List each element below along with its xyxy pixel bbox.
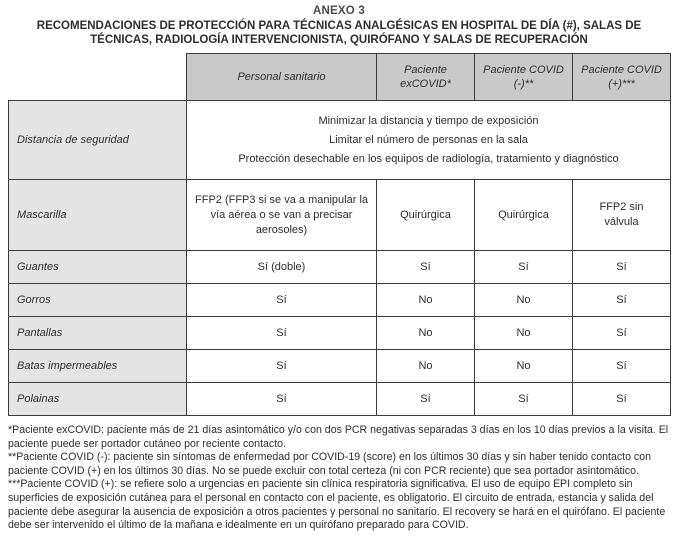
header-row [9,54,671,101]
cell-polainas-excovid: Sí [377,383,475,416]
table-row-pantallas [9,317,671,350]
cell-pantallas-covid-neg: No [475,317,573,350]
cell-polainas-covid-neg: Sí [475,383,573,416]
table-row-gorros [9,284,671,317]
cell-batas-covid-pos: Sí [573,350,671,383]
cell-gorros-personal: Sí [187,284,377,317]
cell-mascarilla-covid-neg: Quirúrgica [475,180,573,251]
footnote-paciente-excovid: *Paciente exCOVID: paciente más de 21 días asintomático y/o con dos PCR negativas separadas 3 días en los 10 días previos a la visita. El paciente puede ser portador cutáneo por reciente contacto. [8,424,669,450]
cell-pantallas-covid-pos: Sí [573,317,671,350]
cell-pantallas-personal: Sí [187,317,377,350]
cell-guantes-excovid: Sí [377,251,475,284]
cell-batas-personal: Sí [187,350,377,383]
cell-pantallas-excovid: No [377,317,475,350]
cell-guantes-personal: Sí (doble) [187,251,377,284]
cell-guantes-covid-pos: Sí [573,251,671,284]
table-row-distancia-de-seguridad [9,101,671,180]
cell-polainas-personal: Sí [187,383,377,416]
cell-polainas-covid-pos: Sí [573,383,671,416]
footnote-paciente-covid-positivo: ***Paciente COVID (+): se refiere solo a urgencias en paciente sin clínica respiratoria significativa. El uso de equipo EPI completo sin superficies de exposición cutánea para el personal en contacto con el paciente, es obligatorio. El circuito de entrada, estancia y salida del paciente debe asegurar la ausencia de exposición a otros pacientes y personal no sanitario. El recovery se hará en el quirófano. El paciente debe ser intervenido el último de la mañana e idealmente en un quirófano preparado para COVID. [8,478,666,532]
table-row-guantes [9,251,671,284]
cell-guantes-covid-neg: Sí [475,251,573,284]
row-label-gorros: Gorros [9,284,187,317]
cell-gorros-excovid: No [377,284,475,317]
cell-mascarilla-covid-pos: FFP2 sin válvula [573,180,671,251]
merged-cell-distancia [187,101,671,180]
table-row-polainas [9,383,671,416]
cell-mascarilla-personal: FFP2 (FFP3 si se va a manipular la vía aérea o se van a precisar aerosoles) [187,180,377,251]
page-subtitle: RECOMENDACIONES DE PROTECCIÓN PARA TÉCNICAS ANALGÉSICAS EN HOSPITAL DE DÍA (#), SALAS DE TÉCNICAS, RADIOLOGÍA INTERVENCIONISTA, QUIRÓFANO Y SALAS DE RECUPERACIÓN [36,20,642,46]
row-label-pantallas: Pantallas [9,317,187,350]
table-row-mascarilla [9,180,671,251]
recommendations-table [8,53,671,416]
row-label-batas-impermeables: Batas impermeables [9,350,187,383]
page-title: ANEXO 3 [313,5,365,17]
row-label-distancia-de-seguridad: Distancia de seguridad [9,101,187,180]
cell-gorros-covid-pos: Sí [573,284,671,317]
corner-cell [9,54,187,101]
column-header-paciente-covid-negativo: Paciente COVID (-)** [475,54,573,101]
cell-batas-excovid: No [377,350,475,383]
column-header-personal-sanitario: Personal sanitario [187,54,377,101]
row-label-polainas: Polainas [9,383,187,416]
cell-batas-covid-neg: No [475,350,573,383]
cell-gorros-covid-neg: No [475,284,573,317]
merged-cell-line: Limitar el número de personas en la sala [329,133,528,146]
column-header-paciente-excovid: Paciente exCOVID* [377,54,475,101]
row-label-guantes: Guantes [9,251,187,284]
merged-cell-line: Minimizar la distancia y tiempo de exposición [318,114,539,127]
table-row-batas-impermeables [9,350,671,383]
row-label-mascarilla: Mascarilla [9,180,187,251]
footnotes [8,424,670,533]
cell-mascarilla-excovid: Quirúrgica [377,180,475,251]
footnote-paciente-covid-negativo: **Paciente COVID (-): paciente sin síntomas de enfermedad por COVID-19 (score) en los últimos 30 días y sin haber tenido contacto con paciente COVID (+) en los últimos 30 días. No se puede excluir con total certeza (ni con PCR reciente) que sea portador asintomático. [8,451,652,477]
column-header-paciente-covid-positivo: Paciente COVID (+)*** [573,54,671,101]
merged-cell-line: Protección desechable en los equipos de radiología, tratamiento y diagnóstico [238,152,619,165]
